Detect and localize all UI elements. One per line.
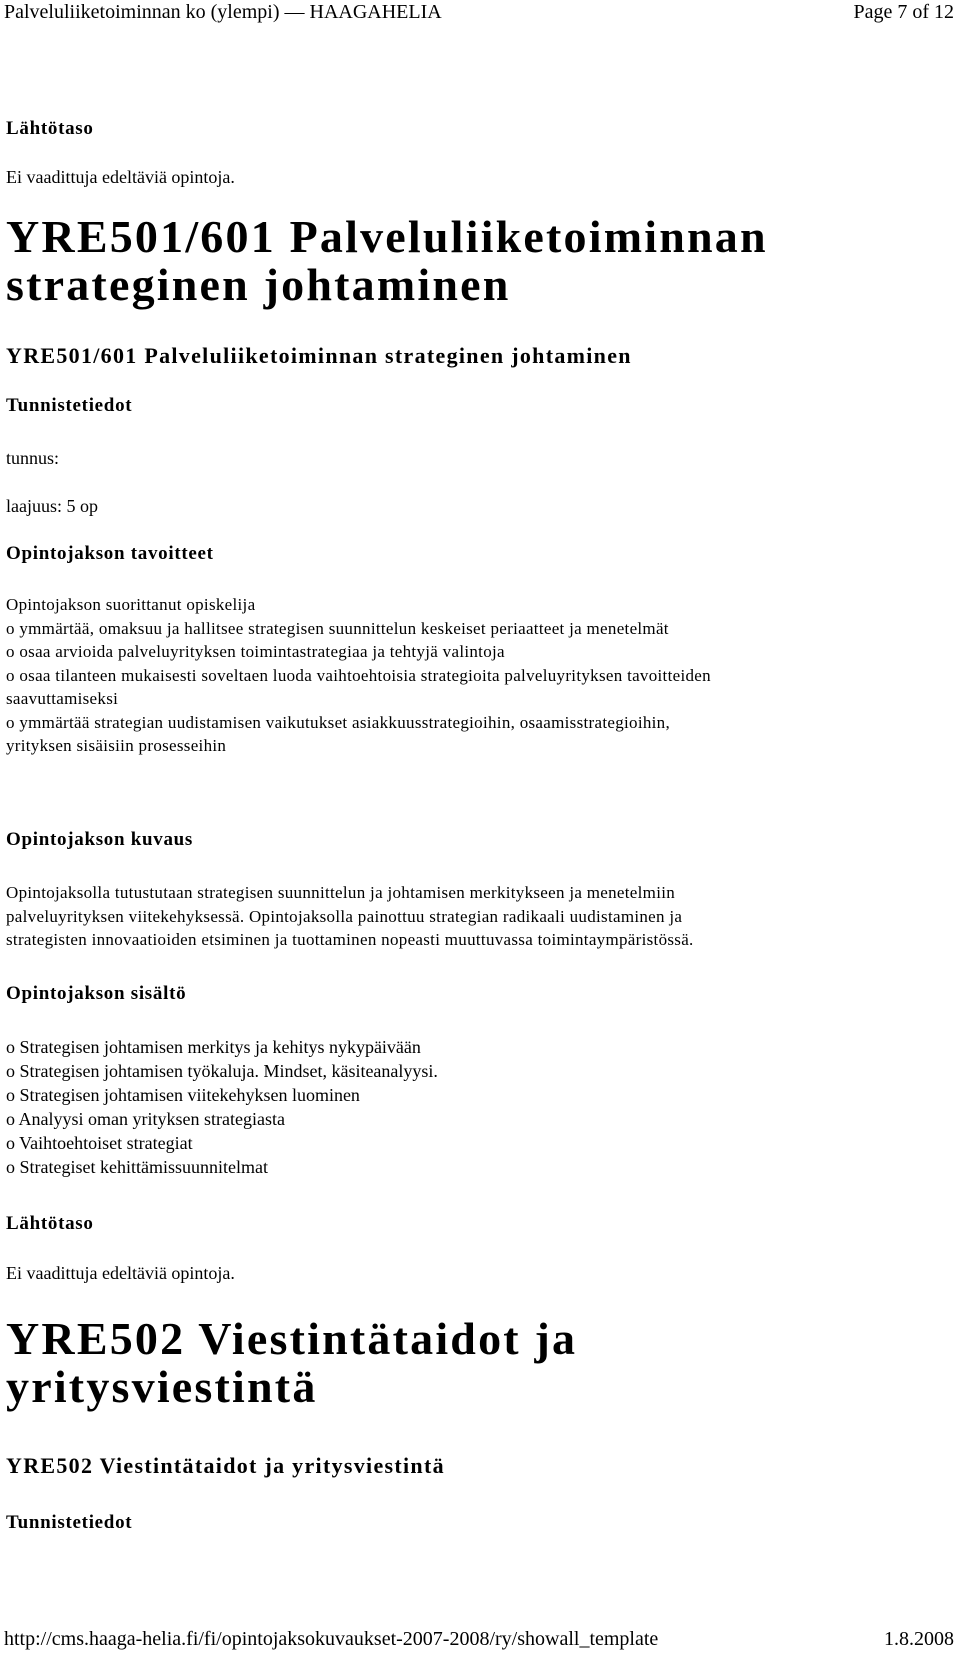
section-heading-kuvaus: Opintojakson kuvaus — [6, 829, 194, 850]
paragraph-line: palveluyrityksen viitekehyksessä. Opintojaksolla painottuu strategian radikaali uudistaminen ja — [6, 906, 683, 926]
course-title — [6, 213, 768, 309]
footer-url: http://cms.haaga-helia.fi/fi/opintojaksokuvaukset-2007-2008/ry/showall_template — [4, 1628, 659, 1650]
list-item: o osaa arvioida palveluyrityksen toimintastrategiaa ja tehtyjä valintoja — [6, 642, 505, 661]
course-title-line: strateginen johtaminen — [6, 259, 511, 310]
list-item: o ymmärtää strategian uudistamisen vaikutukset asiakkuusstrategioihin, osaamisstrategioihin, — [6, 712, 671, 732]
list-item: o Analyysi oman yrityksen strategiasta — [6, 1109, 285, 1129]
section-heading-lahtotaso: Lähtötaso — [6, 1213, 94, 1234]
paragraph-line: strategisten innovaatioiden etsiminen ja tuottaminen nopeasti muuttuvassa toimintaympäristössä. — [6, 930, 694, 949]
section-heading-tunnistetiedot: Tunnistetiedot — [6, 395, 133, 416]
tavoitteet-list — [6, 593, 711, 758]
list-item: saavuttamiseksi — [6, 689, 119, 708]
page-number: Page 7 of 12 — [853, 1, 954, 23]
paragraph-line: Opintojaksolla tutustutaan strategisen suunnittelun ja johtamisen merkitykseen ja menetelmiin — [6, 883, 676, 902]
list-item: yrityksen sisäisiin prosesseihin — [6, 736, 227, 755]
tunnus-field: tunnus: — [6, 448, 60, 468]
page-footer — [0, 1627, 960, 1654]
list-item: o osaa tilanteen mukaisesti soveltaen luoda vaihtoehtoisia strategioita palveluyrityksen tavoitteiden — [6, 665, 711, 685]
section-heading-lahtotaso: Lähtötaso — [6, 118, 94, 139]
section-heading-tunnistetiedot: Tunnistetiedot — [6, 1512, 133, 1533]
lahtotaso-text: Ei vaadittuja edeltäviä opintoja. — [6, 167, 235, 187]
document-title: Palveluliiketoiminnan ko (ylempi) — HAAGAHELIA — [4, 1, 442, 23]
course-title — [6, 1315, 577, 1411]
laajuus-field: laajuus: 5 op — [6, 496, 98, 516]
course-subtitle: YRE502 Viestintätaidot ja yritysviestintä — [6, 1453, 445, 1478]
section-heading-tavoitteet: Opintojakson tavoitteet — [6, 543, 214, 564]
list-item: o Strategiset kehittämissuunnitelmat — [6, 1157, 268, 1177]
course-title-line: YRE501/601 Palveluliiketoiminnan — [6, 211, 768, 262]
list-item: o ymmärtää, omaksuu ja hallitsee strategisen suunnittelun keskeiset periaatteet ja menetelmät — [6, 618, 669, 638]
course-title-line: YRE502 Viestintätaidot ja — [6, 1313, 578, 1364]
sisalto-list — [6, 1035, 438, 1179]
course-title-line: yritysviestintä — [6, 1361, 318, 1412]
list-item: o Vaihtoehtoiset strategiat — [6, 1133, 193, 1153]
kuvaus-text — [6, 881, 694, 952]
page-header — [0, 0, 960, 28]
footer-date: 1.8.2008 — [884, 1628, 954, 1650]
list-item: o Strategisen johtamisen viitekehyksen luominen — [6, 1085, 360, 1105]
section-heading-sisalto: Opintojakson sisältö — [6, 983, 187, 1004]
course-subtitle: YRE501/601 Palveluliiketoiminnan strateginen johtaminen — [6, 343, 632, 368]
lahtotaso-text: Ei vaadittuja edeltäviä opintoja. — [6, 1263, 235, 1283]
list-item: o Strategisen johtamisen merkitys ja kehitys nykypäivään — [6, 1037, 421, 1057]
list-item: Opintojakson suorittanut opiskelija — [6, 595, 256, 614]
list-item: o Strategisen johtamisen työkaluja. Mindset, käsiteanalyysi. — [6, 1061, 438, 1081]
